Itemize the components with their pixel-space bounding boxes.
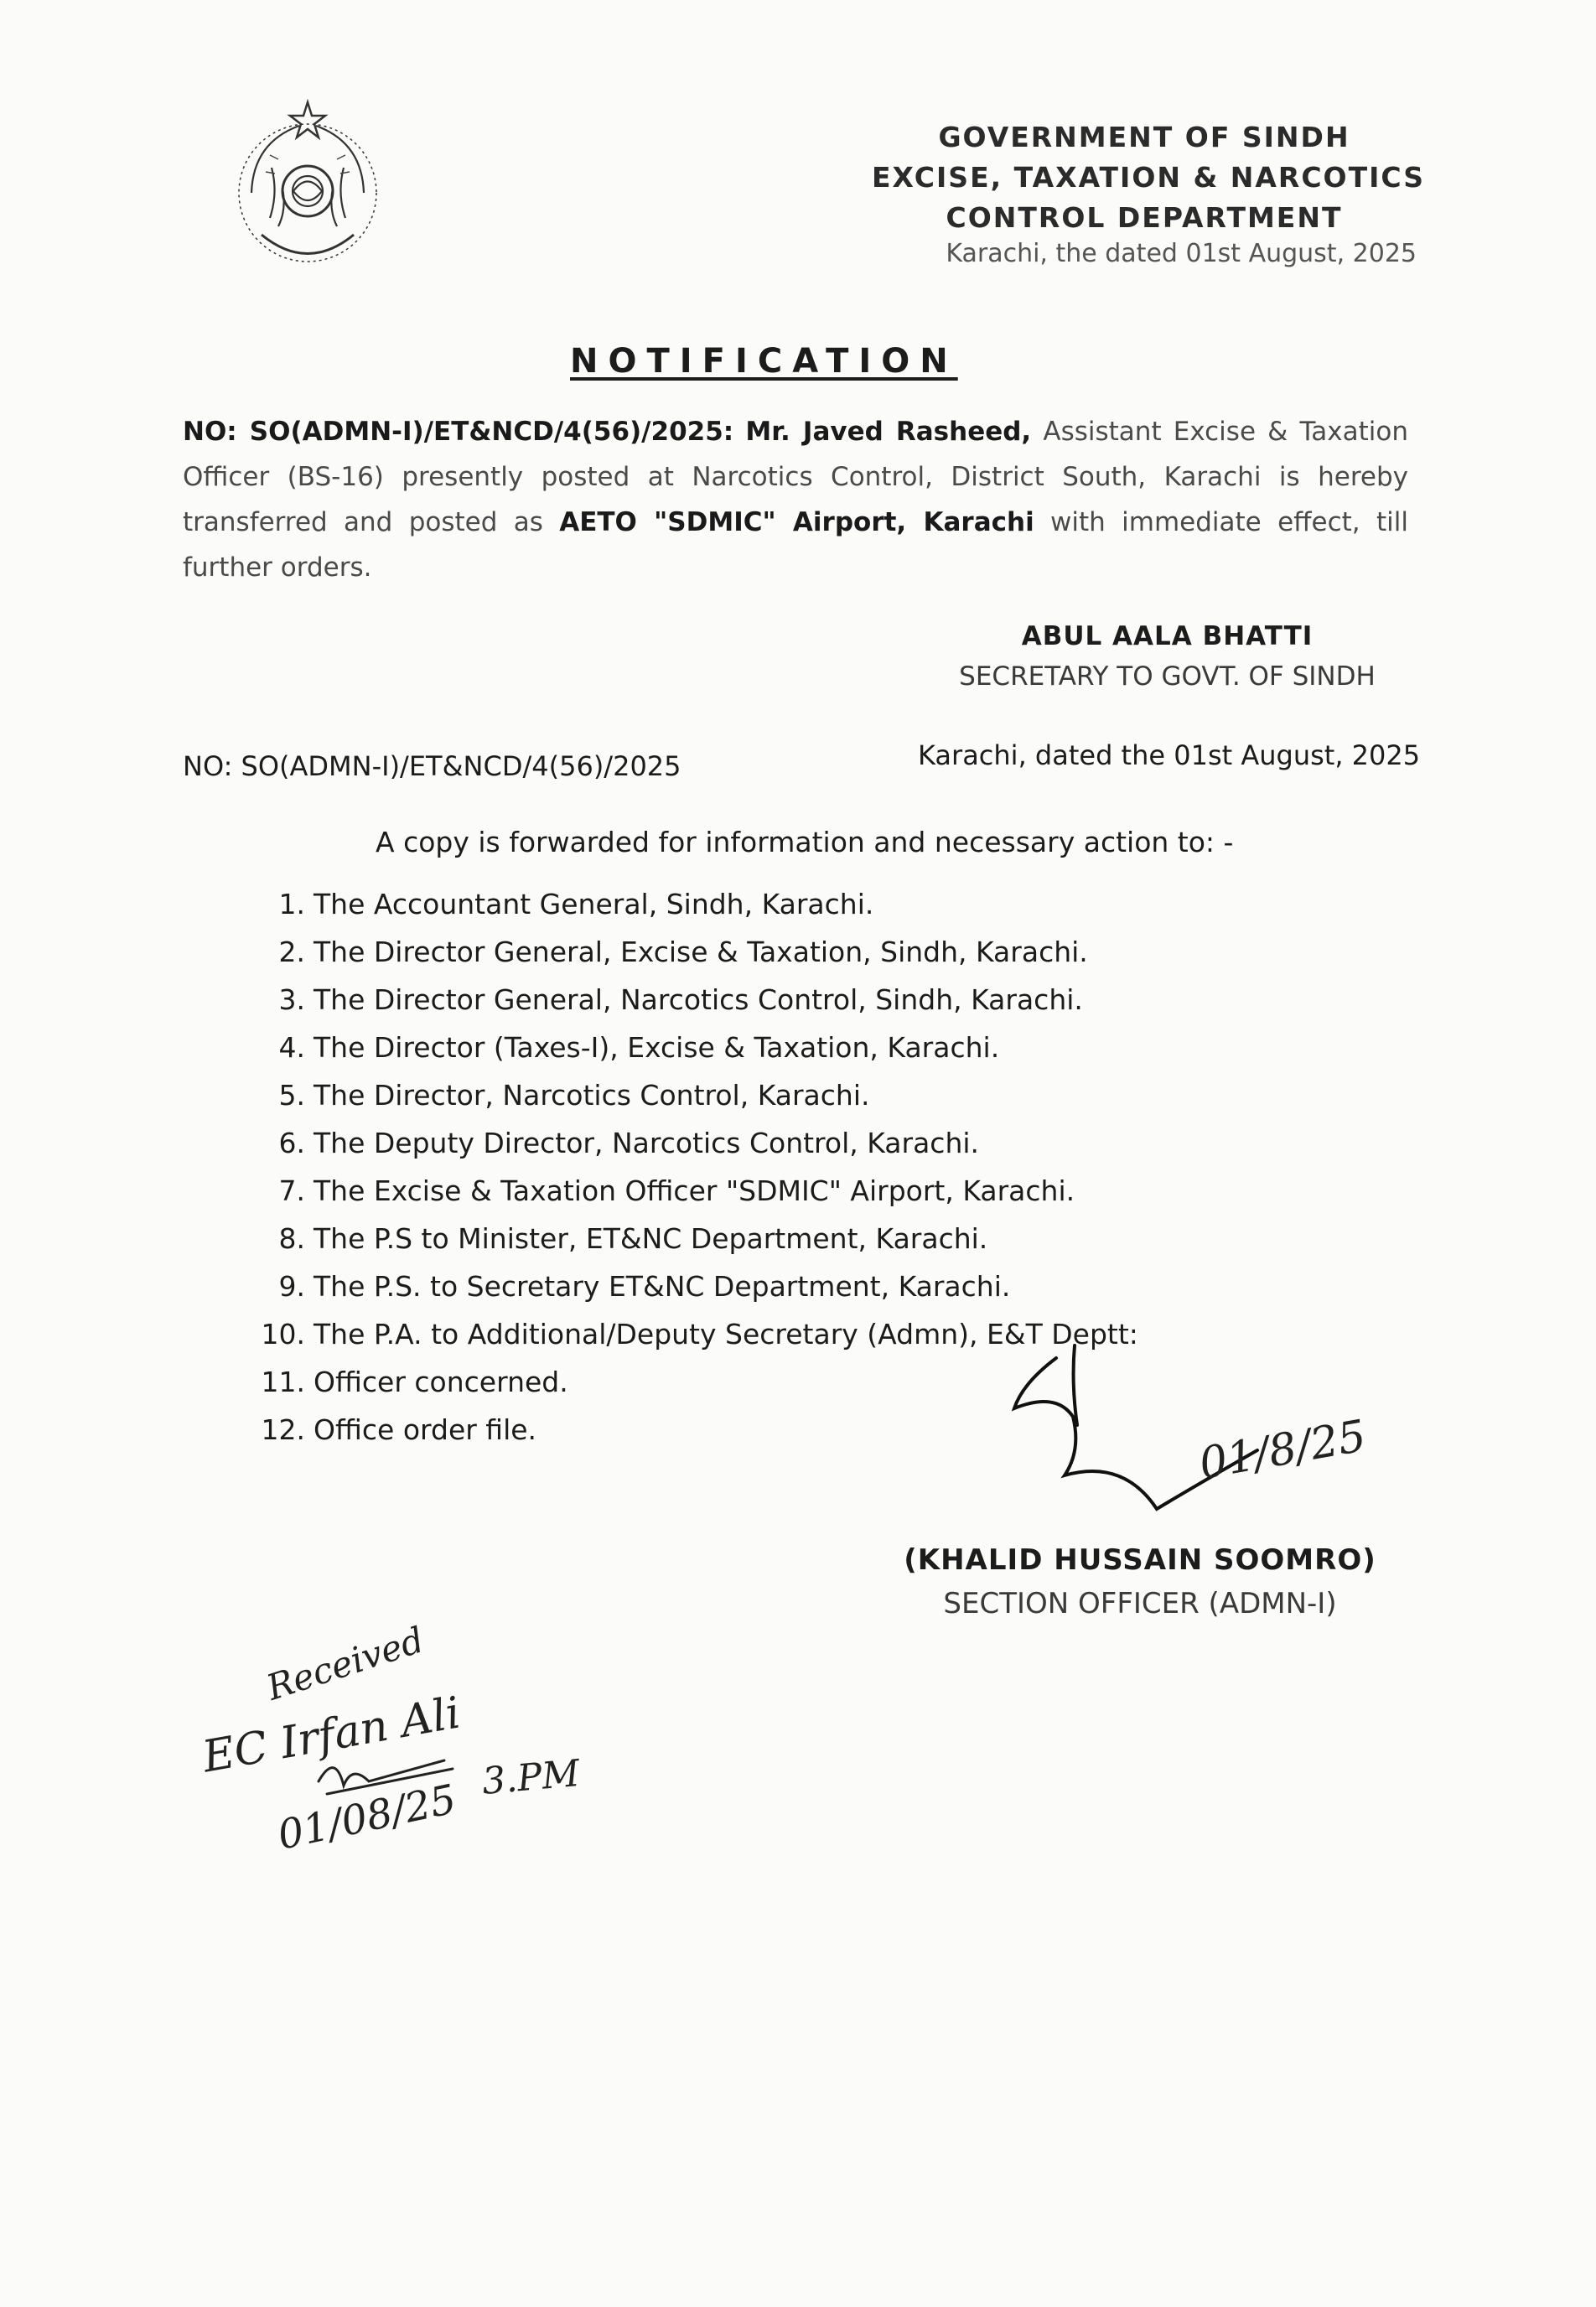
signatory-section-officer (889, 1538, 1391, 1625)
notification-body (183, 409, 1408, 590)
receipt-date: 01/08/25 (273, 1776, 461, 1859)
header-department-cont: CONTROL DEPARTMENT (946, 201, 1343, 234)
list-item: 3. The Director General, Narcotics Control, Sindh, Karachi. (278, 983, 1083, 1016)
list-item: 12. Office order file. (261, 1413, 537, 1446)
department-header (872, 117, 1425, 238)
copy-intro: A copy is forwarded for information and necessary action to: - (376, 826, 1234, 858)
notification-text-a: Assistant Excise & Taxation Officer (BS-16) presently posted at Narcotics Control, District South, Karachi is hereby transferred and posted as (183, 417, 1409, 537)
receipt-name: EC Irfan Ali (199, 1687, 464, 1783)
copy-ref-number: NO: SO(ADMN-I)/ET&NCD/4(56)/2025 (183, 750, 681, 782)
signature-date: 01/8/25 (1195, 1411, 1371, 1490)
section-officer-name: (KHALID HUSSAIN SOOMRO) (904, 1543, 1376, 1577)
section-officer-title: SECTION OFFICER (ADMN-I) (943, 1587, 1337, 1620)
list-item: 2. The Director General, Excise & Taxation, Sindh, Karachi. (278, 936, 1088, 968)
header-dateline: Karachi, the dated 01st August, 2025 (946, 239, 1417, 268)
header-department: EXCISE, TAXATION & NARCOTICS (872, 161, 1425, 194)
list-item: 1. The Accountant General, Sindh, Karachi. (278, 888, 874, 920)
list-item: 6. The Deputy Director, Narcotics Control, Karachi. (278, 1127, 980, 1159)
list-item: 11. Officer concerned. (261, 1366, 568, 1398)
list-item: 8. The P.S to Minister, ET&NC Department, Karachi. (278, 1222, 988, 1255)
header-government: GOVERNMENT OF SINDH (938, 121, 1350, 153)
signatory-secretary (922, 616, 1412, 697)
page-title: NOTIFICATION (570, 342, 958, 381)
list-item: 5. The Director, Narcotics Control, Karachi. (278, 1079, 870, 1112)
receipt-time: 3.PM (479, 1752, 582, 1803)
government-seal-icon (220, 92, 396, 272)
notification-number: NO: SO(ADMN-I)/ET&NCD/4(56)/2025: (183, 417, 734, 447)
secretary-title: SECRETARY TO GOVT. OF SINDH (959, 661, 1376, 692)
receipt-received: Received (262, 1619, 429, 1708)
list-item: 10. The P.A. to Additional/Deputy Secretary (Admn), E&T Deptt: (261, 1318, 1138, 1351)
list-item: 7. The Excise & Taxation Officer "SDMIC" Airport, Karachi. (278, 1174, 1075, 1207)
officer-name: Mr. Javed Rasheed, (745, 417, 1032, 447)
notification-text-b: with immediate effect, till further orders. (183, 507, 1408, 583)
list-item: 9. The P.S. to Secretary ET&NC Department, Karachi. (278, 1270, 1011, 1303)
list-item: 4. The Director (Taxes-I), Excise & Taxation, Karachi. (278, 1031, 1000, 1064)
secretary-name: ABUL AALA BHATTI (1021, 621, 1314, 651)
copy-ref-date: Karachi, dated the 01st August, 2025 (918, 739, 1421, 771)
new-posting: AETO "SDMIC" Airport, Karachi (559, 507, 1034, 537)
